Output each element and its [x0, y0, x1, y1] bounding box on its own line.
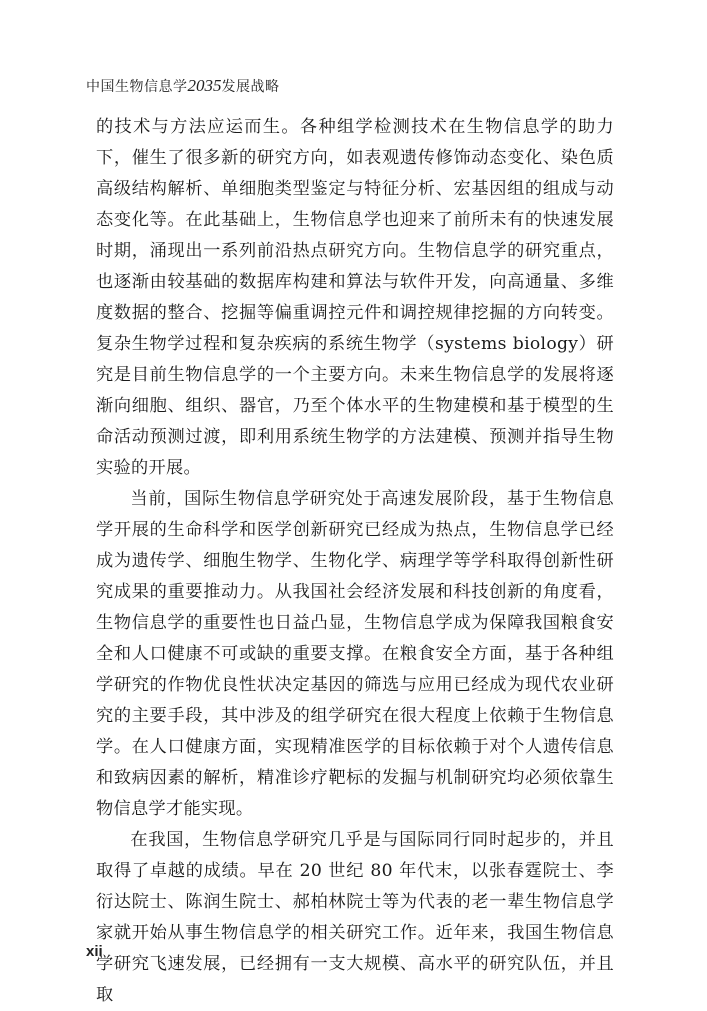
header-title-year: 2035	[187, 76, 222, 95]
page-number: xii	[86, 943, 103, 960]
paragraph-1: 的技术与方法应运而生。各种组学检测技术在生物信息学的助力下，催生了很多新的研究方向，如表观遗传修饰动态变化、染色质高级结构解析、单细胞类型鉴定与特征分析、宏基因组的组成与动态变化等。在此基础上，生物信息学也迎来了前所未有的快速发展时期，涌现出一系列前沿热点研究方向。生物信息学的研究重点，也逐渐由较基础的数据库构建和算法与软件开发，向高通量、多维度数据的整合、挖掘等偏重调控元件和调控规律挖掘的方向转变。复杂生物学过程和复杂疾病的系统生物学（systems biology）研究是目前生物信息学的一个主要方向。未来生物信息学的发展将逐渐向细胞、组织、器官，乃至个体水平的生物建模和基于模型的生命活动预测过渡，即利用系统生物学的方法建模、预测并指导生物实验的开展。	[96, 117, 614, 478]
body-text	[96, 112, 614, 1011]
paragraph-2: 当前，国际生物信息学研究处于高速发展阶段，基于生物信息学开展的生命科学和医学创新研究已经成为热点，生物信息学已经成为遗传学、细胞生物学、生物化学、病理学等学科取得创新性研究成果的重要推动力。从我国社会经济发展和科技创新的角度看，生物信息学的重要性也日益凸显，生物信息学成为保障我国粮食安全和人口健康不可或缺的重要支撑。在粮食安全方面，基于各种组学研究的作物优良性状决定基因的筛选与应用已经成为现代农业研究的主要手段，其中涉及的组学研究在很大程度上依赖于生物信息学。在人口健康方面，实现精准医学的目标依赖于对个人遗传信息和致病因素的解析，精准诊疗靶标的发掘与机制研究均必须依靠生物信息学才能实现。	[96, 489, 614, 819]
paragraph-3: 在我国，生物信息学研究几乎是与国际同行同时起步的，并且取得了卓越的成绩。早在 20 世纪 80 年代末，以张春霆院士、李衍达院士、陈润生院士、郝柏林院士等为代表的老一辈生物信息学家就开始从事生物信息学的相关研究工作。近年来，我国生物信息学研究飞速发展，已经拥有一支大规模、高水平的研究队伍，并且取	[96, 830, 614, 1005]
running-header	[86, 76, 280, 97]
header-title-part2: 发展战略	[221, 79, 280, 95]
header-title-part1: 中国生物信息学	[86, 79, 188, 95]
